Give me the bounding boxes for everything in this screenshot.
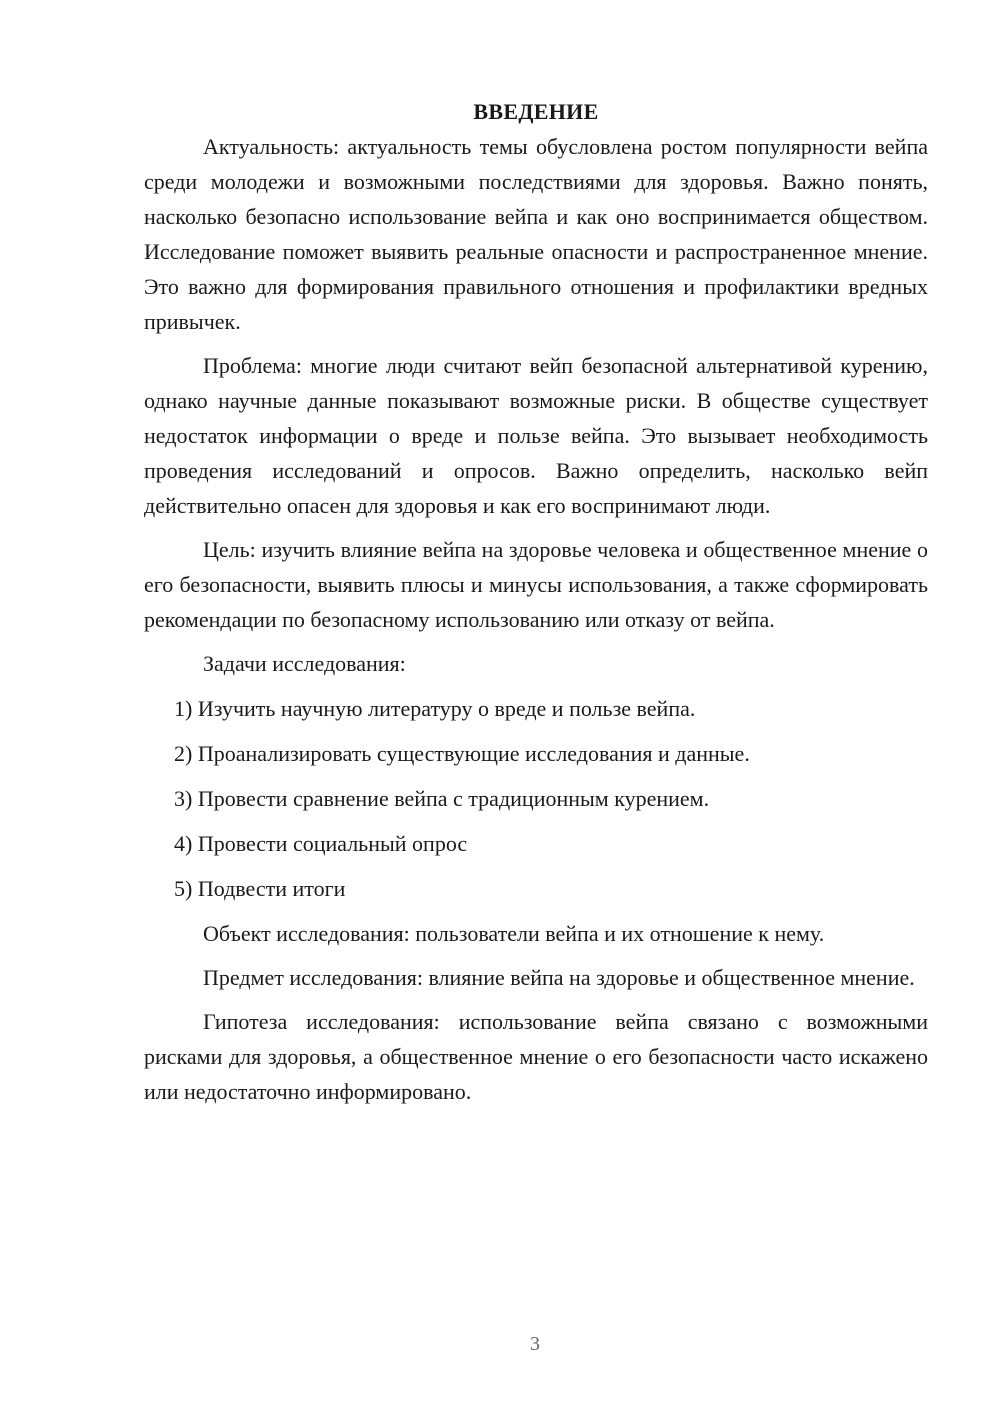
relevance-paragraph: Актуальность: актуальность темы обусловлена ростом популярности вейпа среди молодежи и возможными последствиями для здоровья. Важно понять, насколько безопасно использование вейпа и как оно воспринимается обществом. Исследование поможет выявить реальные опасности и распространенное мнение. Это важно для формирования правильного отношения и профилактики вредных привычек. [144, 134, 928, 334]
hypothesis-paragraph: Гипотеза исследования: использование вейпа связано с возможными рисками для здоровья, а общественное мнение о его безопасности часто искажено или недостаточно информировано. [144, 1009, 928, 1104]
object-paragraph: Объект исследования: пользователи вейпа и их отношение к нему. [203, 921, 825, 946]
page-number: 3 [530, 1333, 540, 1355]
problem-paragraph: Проблема: многие люди считают вейп безопасной альтернативой курению, однако научные данные показывают возможные риски. В обществе существует недостаток информации о вреде и пользе вейпа. Это вызывает необходимость проведения исследований и опросов. Важно определить, насколько вейп действительно опасен для здоровья и как его воспринимают люди. [144, 353, 928, 518]
tasks-list [144, 691, 928, 906]
subject-paragraph: Предмет исследования: влияние вейпа на здоровье и общественное мнение. [203, 965, 915, 990]
task-item: 4) Провести социальный опрос [174, 831, 468, 856]
goal-paragraph: Цель: изучить влияние вейпа на здоровье человека и общественное мнение о его безопасности, выявить плюсы и минусы использования, а также сформировать рекомендации по безопасному использованию или отказу от вейпа. [144, 537, 928, 632]
section-heading: ВВЕДЕНИЕ [473, 99, 599, 124]
task-item: 1) Изучить научную литературу о вреде и пользе вейпа. [174, 696, 696, 721]
task-item: 3) Провести сравнение вейпа с традиционным курением. [174, 786, 710, 811]
task-item: 5) Подвести итоги [174, 876, 346, 901]
page-content [144, 94, 928, 1109]
task-item: 2) Проанализировать существующие исследования и данные. [174, 741, 750, 766]
tasks-title: Задачи исследования: [203, 651, 406, 676]
